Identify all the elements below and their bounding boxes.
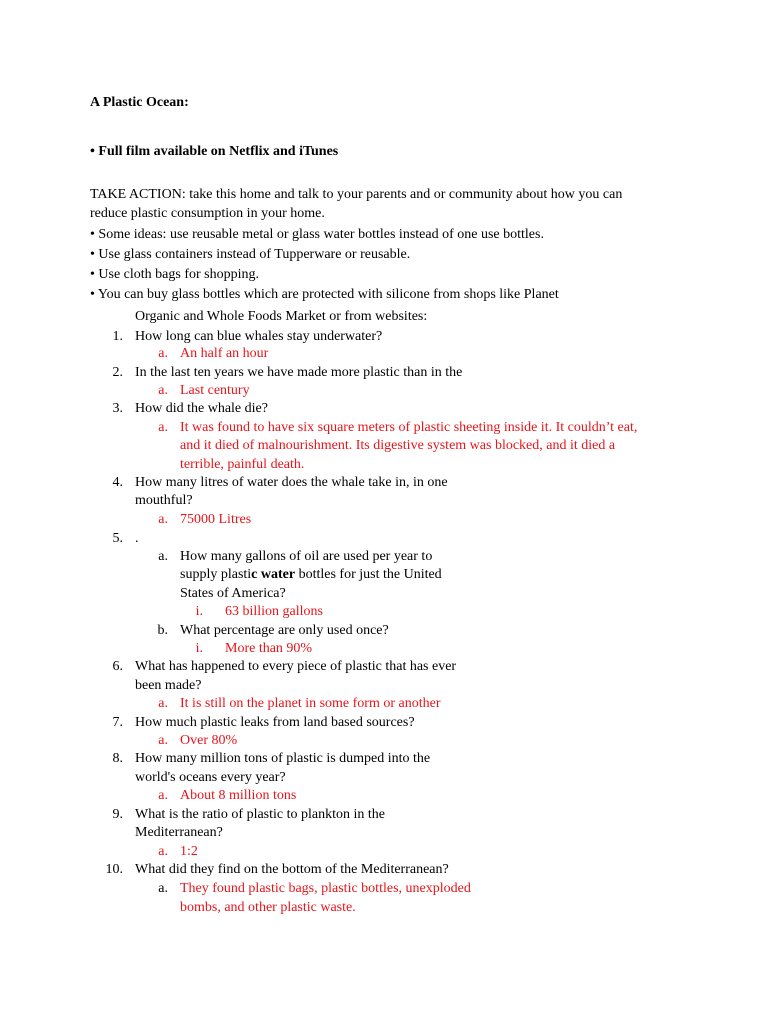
answer-marker: a. xyxy=(158,383,168,398)
question-number: 7. xyxy=(112,715,123,730)
answer-text: 63 billion gallons xyxy=(225,604,323,619)
question-text: What did they find on the bottom of the Mediterranean? xyxy=(135,862,449,877)
question-text: . xyxy=(135,531,139,546)
sub-question-text xyxy=(180,566,442,584)
answer-marker: a. xyxy=(158,881,168,896)
take-action-line-2: reduce plastic consumption in your home. xyxy=(90,206,325,221)
question-number: 4. xyxy=(112,475,123,490)
sub-question-text-part: bottles for just the United xyxy=(295,567,442,582)
film-availability-note xyxy=(90,143,338,161)
question-text: In the last ten years we have made more plastic than in the xyxy=(135,365,463,380)
question-text: Mediterranean? xyxy=(135,825,223,840)
sub-question-marker: a. xyxy=(158,549,168,564)
answer-text: About 8 million tons xyxy=(180,788,297,803)
question-text: What has happened to every piece of plastic that has ever xyxy=(135,659,457,674)
answer-marker: a. xyxy=(158,844,168,859)
answer-marker: i. xyxy=(195,641,203,656)
answer-text: They found plastic bags, plastic bottles, unexploded xyxy=(180,881,471,896)
sub-question-text: What percentage are only used once? xyxy=(180,623,389,638)
question-text: How many million tons of plastic is dumped into the xyxy=(135,751,431,766)
question-number: 2. xyxy=(112,365,123,380)
answer-text: It is still on the planet in some form or another xyxy=(180,696,441,711)
answer-text: Over 80% xyxy=(180,733,238,748)
sub-question-text-part: supply plasti xyxy=(180,567,252,582)
answer-text: More than 90% xyxy=(225,641,313,656)
answer-marker: a. xyxy=(158,733,168,748)
question-text: mouthful? xyxy=(135,493,193,508)
bullet-continuation: Organic and Whole Foods Market or from websites: xyxy=(135,309,428,324)
question-number: 10. xyxy=(105,862,123,877)
sub-question-text: States of America? xyxy=(180,586,286,601)
sub-question-marker: b. xyxy=(157,623,168,638)
question-number: 9. xyxy=(112,807,123,822)
question-number: 8. xyxy=(112,751,123,766)
bullet-item: • You can buy glass bottles which are protected with silicone from shops like Planet xyxy=(90,287,559,302)
bullet-item: • Use cloth bags for shopping. xyxy=(90,267,259,282)
answer-text: terrible, painful death. xyxy=(180,457,305,472)
question-text: How many litres of water does the whale take in, in one xyxy=(135,475,448,490)
answer-text: Last century xyxy=(180,383,250,398)
take-action-line-1: TAKE ACTION: take this home and talk to your parents and or community about how you can xyxy=(90,187,623,202)
bullet-item: • Use glass containers instead of Tupperware or reusable. xyxy=(90,247,411,262)
bullet-item: • Some ideas: use reusable metal or glass water bottles instead of one use bottles. xyxy=(90,227,544,242)
question-text: How much plastic leaks from land based sources? xyxy=(135,715,415,730)
question-number: 5. xyxy=(112,531,123,546)
bullet-marker: • xyxy=(90,144,95,159)
question-text: world's oceans every year? xyxy=(135,770,286,785)
answer-text: It was found to have six square meters of plastic sheeting inside it. It couldn’t eat, xyxy=(180,420,638,435)
question-text: How did the whale die? xyxy=(135,401,268,416)
sub-question-text: How many gallons of oil are used per year to xyxy=(180,549,433,564)
answer-text: bombs, and other plastic waste. xyxy=(180,900,356,915)
answer-marker: a. xyxy=(158,512,168,527)
answer-marker: a. xyxy=(158,696,168,711)
question-number: 6. xyxy=(112,659,123,674)
answer-marker: a. xyxy=(158,420,168,435)
answer-marker: i. xyxy=(195,604,203,619)
question-number: 1. xyxy=(112,329,123,344)
answer-text: 75000 Litres xyxy=(180,512,252,527)
answer-text: and it died of malnourishment. Its digestive system was blocked, and it died a xyxy=(180,438,616,453)
sub-question-bold-part: c water xyxy=(251,567,296,582)
answer-text: 1:2 xyxy=(180,844,198,859)
film-note-text: Full film available on Netflix and iTunes xyxy=(98,144,339,159)
document-title: A Plastic Ocean: xyxy=(90,95,189,110)
question-text: How long can blue whales stay underwater? xyxy=(135,329,383,344)
question-text: What is the ratio of plastic to plankton in the xyxy=(135,807,385,822)
question-text: been made? xyxy=(135,678,202,693)
answer-marker: a. xyxy=(158,346,168,361)
answer-marker: a. xyxy=(158,788,168,803)
question-number: 3. xyxy=(112,401,123,416)
answer-text: An half an hour xyxy=(180,346,269,361)
